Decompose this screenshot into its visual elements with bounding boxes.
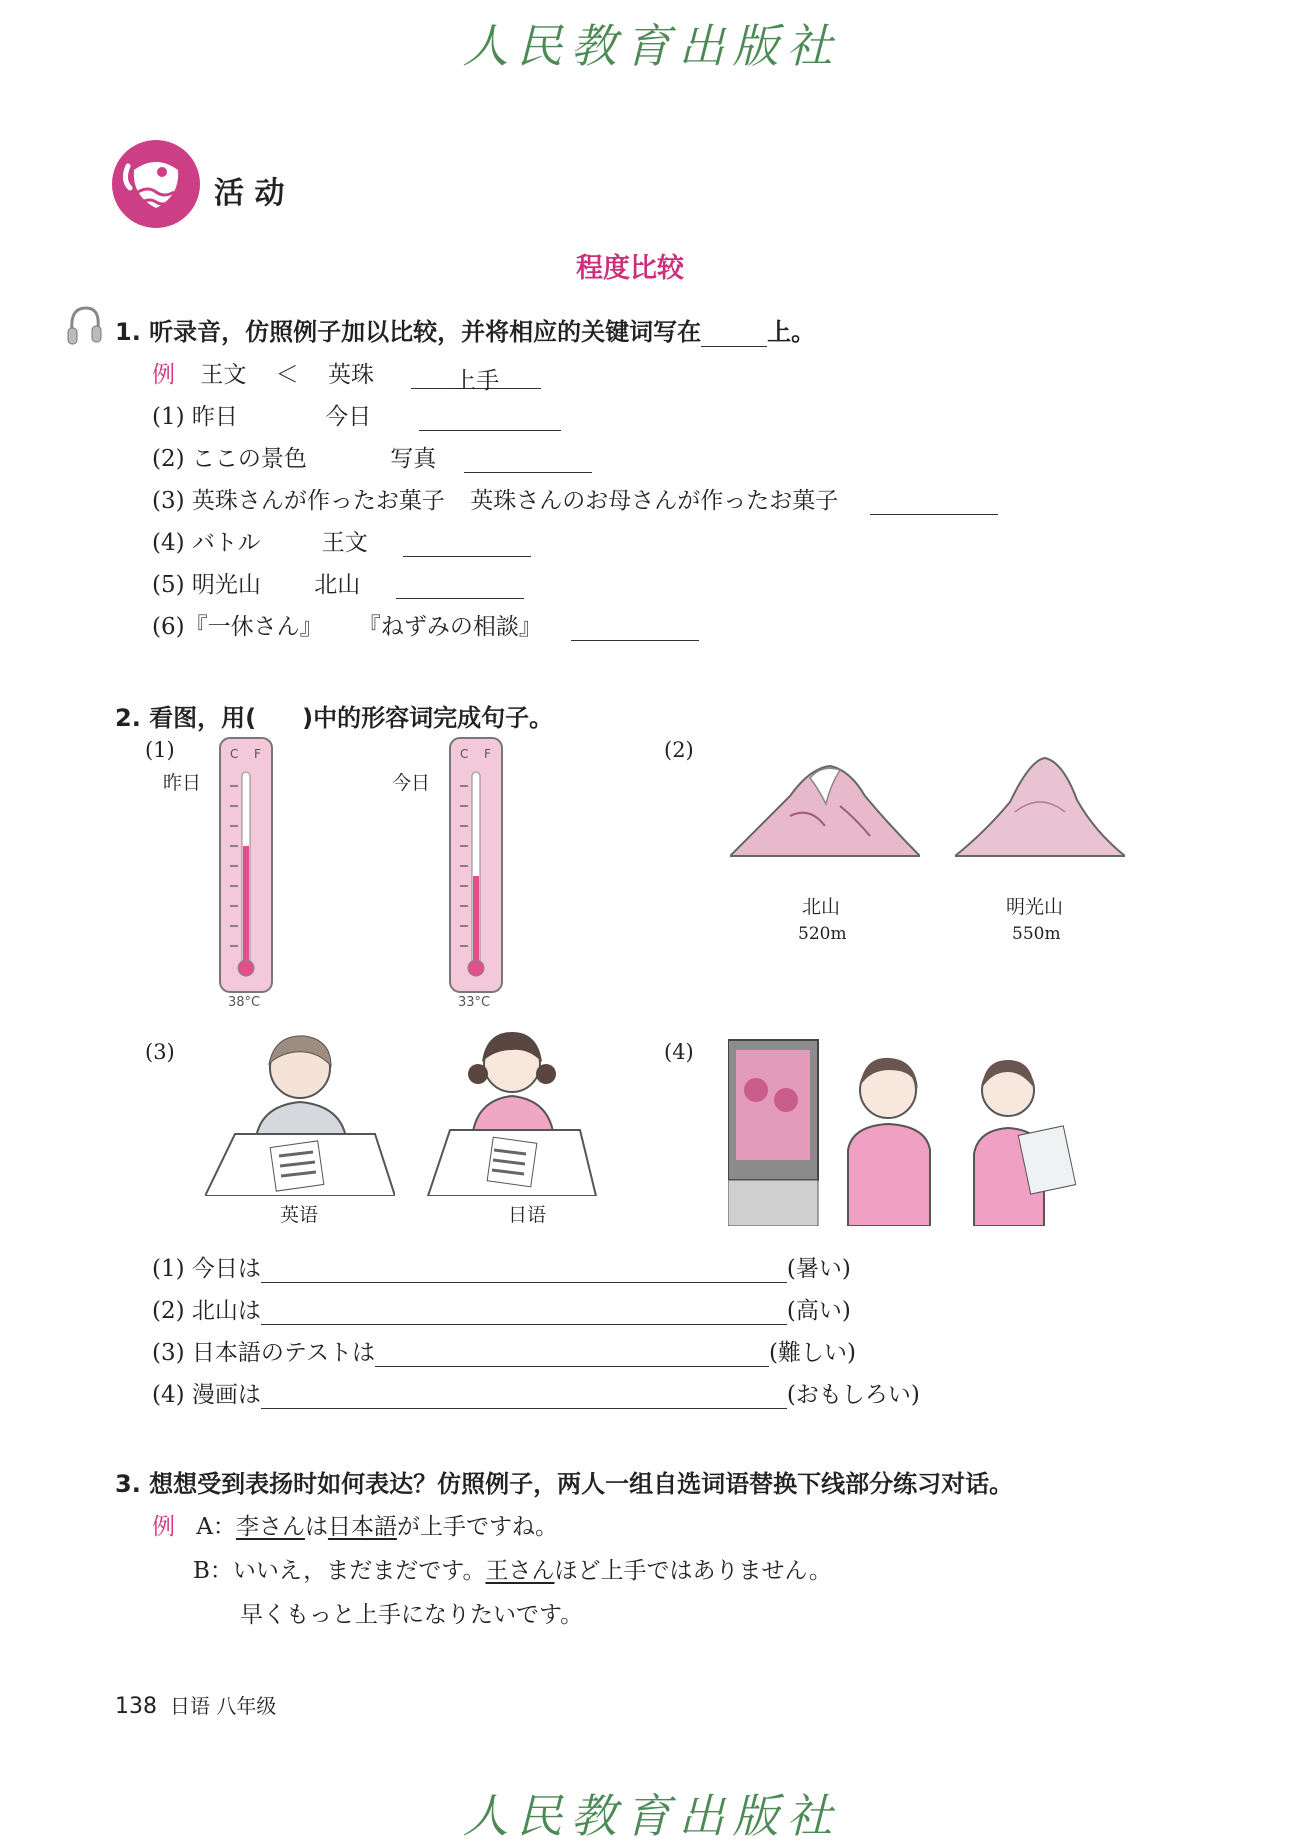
thermometer-yesterday-image (218, 736, 274, 1010)
q1-title: 1. 听录音，仿照例子加以比较，并将相应的关键词写在 上。 (115, 318, 816, 346)
mingguang-mountain-height: 550m (1012, 924, 1061, 944)
publisher-watermark-bottom: 人民教育出版社 (462, 1789, 841, 1843)
pic1-today-label: 今日 (392, 772, 431, 794)
q1-item-1: (1) 昨日 今日 (152, 398, 561, 431)
activity-fish-icon (108, 136, 204, 236)
svg-text:F: F (254, 747, 261, 761)
q1-example: 例 王文 ＜ 英珠 上手 (152, 356, 541, 389)
north-mountain-image (730, 756, 920, 870)
answer-blank[interactable] (419, 404, 561, 431)
caption-japanese: 日语 (508, 1204, 547, 1226)
q1-item-3: (3) 英珠さんが作ったお菓子 英珠さんのお母さんが作ったお菓子 (152, 482, 998, 515)
answer-blank[interactable] (464, 446, 592, 473)
q2-sentence-3: (3) 日本語のテストは (難しい) (152, 1340, 856, 1366)
q2-sentence-2: (2) 北山は (高い) (152, 1298, 851, 1324)
mingguang-mountain-image (955, 752, 1125, 870)
q3-example-b: B：いいえ，まだまだです。王さんほど上手ではありません。 (193, 1558, 832, 1584)
q1-item-2: (2) ここの景色 写真 (152, 440, 592, 473)
answer-blank[interactable] (261, 1256, 787, 1283)
answer-blank[interactable] (870, 488, 998, 515)
headphone-icon (64, 302, 104, 354)
mingguang-mountain-name: 明光山 (1006, 896, 1064, 918)
thermometer-today-reading: 33°C (458, 995, 491, 1010)
q3-example-a: 例 A：李さんは日本語が上手ですね。 (152, 1514, 558, 1540)
svg-text:C: C (460, 747, 469, 761)
answer-blank[interactable] (261, 1382, 787, 1409)
page-number: 138 (115, 1694, 157, 1719)
q1-item-6: (6)『一休さん』 『ねずみの相談』 (152, 608, 699, 641)
thermometer-today-image (448, 736, 504, 1010)
pic1-number: (1) (145, 738, 175, 762)
svg-text:C: C (230, 747, 239, 761)
pic3-number: (3) (145, 1040, 175, 1064)
pic1-yesterday-label: 昨日 (163, 772, 202, 794)
q2-sentence-1: (1) 今日は (暑い) (152, 1256, 851, 1282)
q1-item-5: (5) 明光山 北山 (152, 566, 524, 599)
answer-blank[interactable] (261, 1298, 787, 1325)
north-mountain-height: 520m (798, 924, 847, 944)
book-title: 日语 八年级 (170, 1694, 277, 1718)
boy-struggling-test-image (205, 1026, 395, 1200)
thermometer-yesterday-reading: 38°C (228, 995, 261, 1010)
q2-title: 2. 看图，用( )中的形容词完成句子。 (115, 704, 554, 732)
section-title: 活 动 (214, 176, 285, 211)
q2-sentence-4: (4) 漫画は (おもしろい) (152, 1382, 920, 1408)
q3-title: 3. 想想受到表扬时如何表达？仿照例子，两人一组自选词语替换下线部分练习对话。 (115, 1470, 1014, 1498)
caption-english: 英语 (280, 1204, 319, 1226)
pic2-number: (2) (664, 738, 694, 762)
answer-blank[interactable] (375, 1340, 769, 1367)
north-mountain-name: 北山 (802, 896, 841, 918)
pic4-number: (4) (664, 1040, 694, 1064)
girls-manga-tv-image (728, 1030, 1088, 1230)
q3-example-b-line2: 早くもっと上手になりたいです。 (240, 1602, 584, 1628)
answer-blank[interactable] (403, 530, 531, 557)
answer-blank[interactable] (571, 614, 699, 641)
girl-happy-test-image (420, 1020, 600, 1200)
page-subtitle: 程度比较 (576, 253, 684, 284)
svg-text:F: F (484, 747, 491, 761)
page-footer (115, 1690, 276, 1719)
publisher-watermark-top: 人民教育出版社 (462, 19, 841, 73)
q1-item-4: (4) バトル 王文 (152, 524, 531, 557)
answer-blank[interactable] (396, 572, 524, 599)
